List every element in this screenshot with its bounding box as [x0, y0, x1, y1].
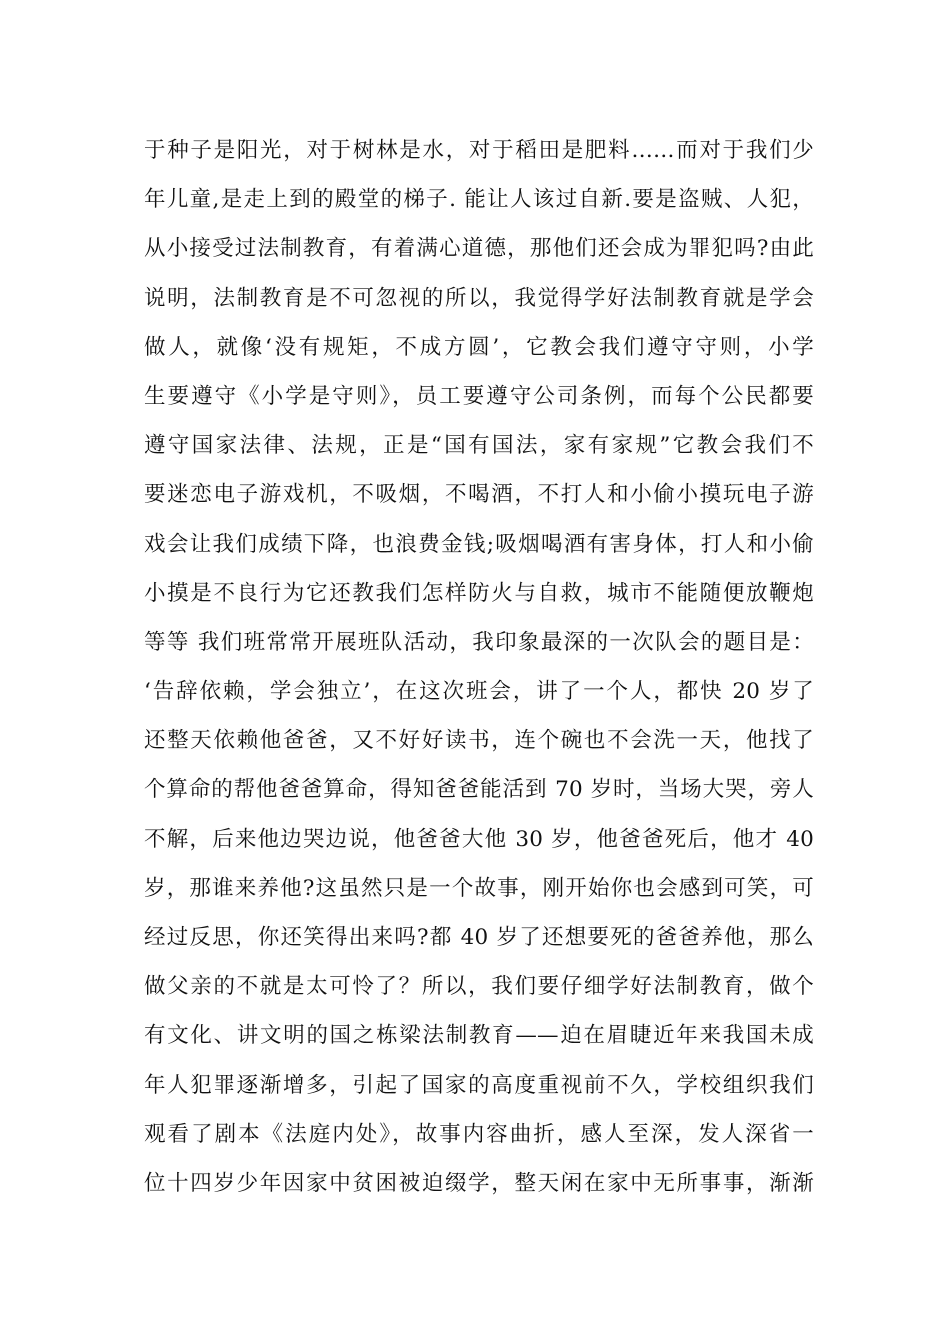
- text-line-13: 还整天依赖他爸爸，又不好好读书，连个碗也不会洗一天，他找了: [144, 728, 814, 754]
- text-line-2: 年儿童,是走上到的殿堂的梯子. 能让人该过自新.要是盗贼、人犯，: [144, 187, 814, 213]
- text-line-16: 岁，那谁来养他?这虽然只是一个故事，刚开始你也会感到可笑，可: [144, 875, 814, 901]
- text-line-12: ‘告辞依赖，学会独立’，在这次班会，讲了一个人，都快 20 岁了: [144, 679, 814, 705]
- text-line-10: 小摸是不良行为它还教我们怎样防火与自救，城市不能随便放鞭炮: [144, 580, 814, 606]
- text-line-3: 从小接受过法制教育，有着满心道德，那他们还会成为罪犯吗?由此: [144, 236, 814, 262]
- text-line-11: 等等 我们班常常开展班队活动，我印象最深的一次队会的题目是：: [144, 629, 814, 655]
- text-line-14: 个算命的帮他爸爸算命，得知爸爸能活到 70 岁时，当场大哭，旁人: [144, 777, 814, 803]
- text-line-9: 戏会让我们成绩下降，也浪费金钱;吸烟喝酒有害身体，打人和小偷: [144, 531, 814, 557]
- text-line-18: 做父亲的不就是太可怜了？所以，我们要仔细学好法制教育，做个: [144, 974, 814, 1000]
- text-line-21: 观看了剧本《法庭内处》，故事内容曲折，感人至深，发人深省一: [144, 1121, 814, 1147]
- text-line-8: 要迷恋电子游戏机，不吸烟，不喝酒，不打人和小偷小摸玩电子游: [144, 482, 814, 508]
- text-line-1: 于种子是阳光，对于树林是水，对于稻田是肥料……而对于我们少: [144, 138, 814, 163]
- text-line-6: 生要遵守《小学是守则》，员工要遵守公司条例，而每个公民都要: [144, 383, 814, 409]
- text-line-19: 有文化、讲文明的国之栋梁法制教育——迫在眉睫近年来我国未成: [144, 1023, 814, 1049]
- text-line-17: 经过反思，你还笑得出来吗?都 40 岁了还想要死的爸爸养他，那么: [144, 925, 814, 950]
- text-line-4: 说明，法制教育是不可忽视的所以，我觉得学好法制教育就是学会: [144, 285, 814, 311]
- text-line-22: 位十四岁少年因家中贫困被迫缀学，整天闲在家中无所事事，渐渐: [144, 1170, 814, 1196]
- document-body: [144, 126, 814, 1208]
- text-line-7: 遵守国家法律、法规，正是“国有国法，家有家规”它教会我们不: [144, 433, 814, 459]
- text-line-5: 做人，就像‘没有规矩，不成方圆’，它教会我们遵守守则，小学: [144, 334, 814, 360]
- text-line-15: 不解，后来他边哭边说，他爸爸大他 30 岁，他爸爸死后，他才 40: [144, 826, 814, 852]
- text-line-20: 年人犯罪逐渐增多，引起了国家的高度重视前不久，学校组织我们: [144, 1072, 814, 1098]
